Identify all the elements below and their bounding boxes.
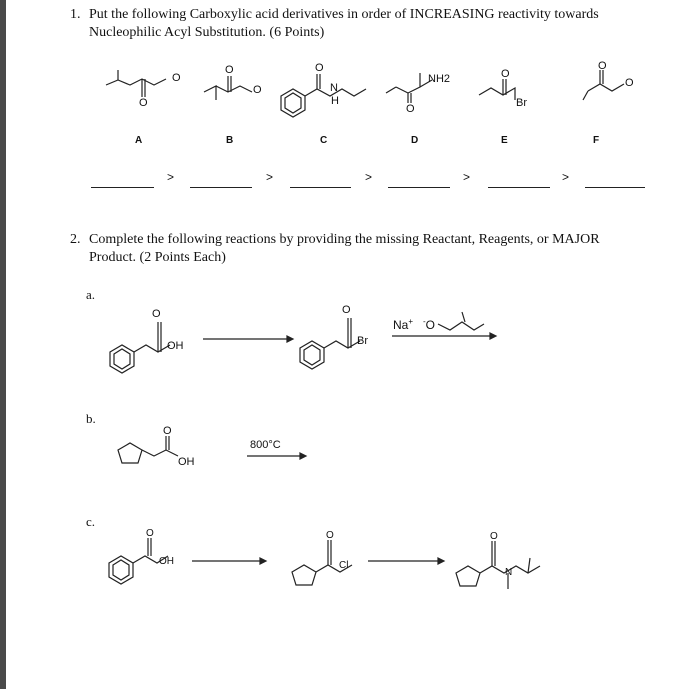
reaction-c-product — [456, 541, 540, 589]
atom-label-o: O — [253, 84, 262, 96]
minus-charge: - — [423, 317, 426, 326]
reaction-b-condition: 800°C — [250, 439, 281, 451]
atom-label-o: O — [406, 103, 415, 115]
question-1-line-2: Nucleophilic Acyl Substitution. (6 Points) — [89, 25, 325, 40]
molecule-f — [583, 70, 624, 100]
atom-label-o: O — [315, 62, 324, 74]
molecule-d — [386, 73, 432, 103]
question-2-line-2: Product. (2 Points Each) — [89, 250, 226, 265]
atom-label-o: O — [625, 77, 634, 89]
molecule-b — [204, 76, 252, 100]
molecule-c — [281, 74, 366, 117]
molecule-label-c: C — [320, 135, 328, 146]
greater-than-sign: > — [562, 170, 570, 184]
atom-label-o: O — [172, 72, 181, 84]
part-b-letter: b. — [86, 411, 96, 426]
atom-label-o: O — [146, 528, 154, 539]
reaction-a-intermediate — [300, 318, 360, 369]
atom-label-o: O — [598, 60, 607, 72]
atom-label-oh: OH — [167, 340, 184, 352]
atom-label-o: O — [342, 304, 351, 316]
molecule-label-b: B — [226, 135, 234, 146]
atom-label-o: O — [490, 531, 498, 542]
plus-charge: + — [408, 317, 414, 326]
answer-blank-3[interactable] — [290, 187, 351, 188]
answer-blank-4[interactable] — [388, 187, 450, 188]
answer-blank-5[interactable] — [488, 187, 550, 188]
reagent-cation-label: Na — [393, 318, 409, 332]
question-1-line-1: Put the following Carboxylic acid derivatives in order of INCREASING reactivity towards — [89, 7, 599, 22]
reaction-b-reactant — [118, 436, 178, 463]
part-c-letter: c. — [86, 514, 96, 529]
answer-blank-6[interactable] — [585, 187, 645, 188]
atom-label-h: H — [331, 95, 339, 107]
reaction-a-reactant — [110, 322, 170, 373]
greater-than-sign: > — [463, 170, 471, 184]
question-1-number: 1. — [70, 7, 81, 22]
atom-label-n: N — [505, 567, 513, 578]
question-2-number: 2. — [70, 232, 81, 247]
reagent-anion-label: O — [425, 318, 436, 332]
question-2-line-1: Complete the following reactions by providing the missing Reactant, Reagents, or MAJOR — [89, 232, 600, 247]
atom-label-oh: OH — [159, 556, 174, 567]
answer-blank-1[interactable] — [91, 187, 154, 188]
part-a-letter: a. — [86, 287, 96, 302]
question-2 — [70, 231, 690, 271]
molecule-a — [106, 70, 166, 97]
atom-label-cl: Cl — [339, 560, 349, 571]
molecule-label-d: D — [411, 135, 419, 146]
greater-than-sign: > — [365, 170, 373, 184]
atom-label-n: N — [330, 82, 338, 94]
molecule-label-a: A — [135, 135, 143, 146]
atom-label-br: Br — [516, 97, 527, 109]
molecule-e — [479, 79, 515, 100]
atom-label-oh: OH — [178, 456, 195, 468]
atom-label-o: O — [501, 68, 510, 80]
atom-label-o: O — [139, 97, 148, 109]
molecule-label-f: F — [593, 135, 600, 146]
molecule-label-e: E — [501, 135, 508, 146]
greater-than-sign: > — [167, 170, 175, 184]
answer-blank-2[interactable] — [190, 187, 252, 188]
atom-label-o: O — [163, 425, 172, 437]
atom-label-o: O — [326, 530, 334, 541]
reaction-a-reagent-chain — [438, 322, 484, 330]
atom-label-o: O — [152, 308, 161, 320]
atom-label-o: O — [225, 64, 234, 76]
atom-label-br: Br — [357, 335, 368, 347]
reagent-alkoxide — [423, 317, 435, 332]
atom-label-nh2: NH2 — [428, 73, 451, 85]
greater-than-sign: > — [266, 170, 274, 184]
reagent-sodium — [393, 317, 413, 332]
